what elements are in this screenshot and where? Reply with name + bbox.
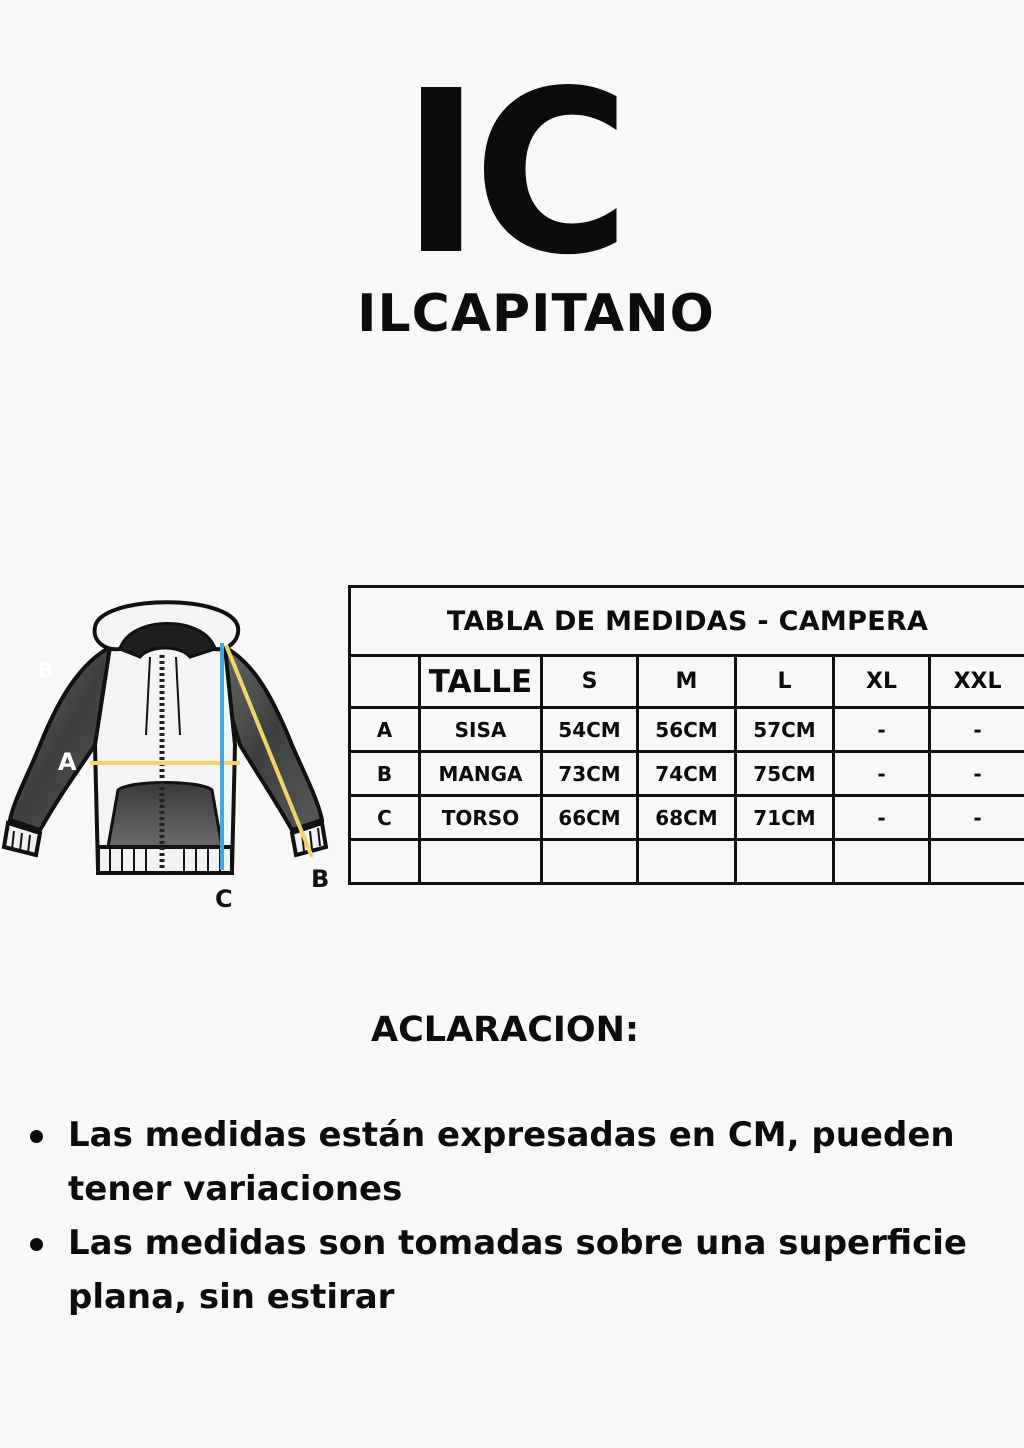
sleeve-measure-line: [226, 645, 312, 857]
logo-mark: IC: [401, 43, 623, 305]
label-b-bottom: B: [311, 865, 330, 893]
table-cell: 68CM: [638, 796, 736, 840]
table-cell: 57CM: [736, 708, 834, 752]
note-text: Las medidas están expresadas en CM, pueden tener variaciones: [68, 1115, 955, 1209]
empty-cell: [930, 840, 1024, 884]
empty-cell: [542, 840, 638, 884]
size-header: TALLE: [420, 656, 542, 708]
jacket-diagram: [0, 585, 335, 920]
table-cell: 74CM: [638, 752, 736, 796]
brand-name: ILCAPITANO: [357, 284, 715, 344]
size-l-header: L: [736, 656, 834, 708]
label-c: C: [215, 885, 233, 913]
table-row: [350, 796, 1024, 840]
table-cell: -: [930, 752, 1024, 796]
table-cell: -: [930, 708, 1024, 752]
empty-cell: [638, 840, 736, 884]
row-name: TORSO: [420, 796, 542, 840]
table-cell: -: [834, 796, 930, 840]
size-xl-header: XL: [834, 656, 930, 708]
bullet-icon: [30, 1238, 43, 1251]
table-title: TABLA DE MEDIDAS - CAMPERA: [350, 587, 1024, 656]
size-m-header: M: [638, 656, 736, 708]
table-title-row: [350, 587, 1024, 656]
note-text: Las medidas son tomadas sobre una superficie plana, sin estirar: [68, 1223, 967, 1317]
row-name: MANGA: [420, 752, 542, 796]
row-name: SISA: [420, 708, 542, 752]
table-cell: -: [834, 708, 930, 752]
note-item: [26, 1216, 1006, 1324]
empty-cell: [420, 840, 542, 884]
table-cell: 56CM: [638, 708, 736, 752]
size-s-header: S: [542, 656, 638, 708]
table-cell: 75CM: [736, 752, 834, 796]
size-xxl-header: XXL: [930, 656, 1024, 708]
empty-cell: [736, 840, 834, 884]
table-cell: -: [930, 796, 1024, 840]
notes-title: ACLARACION:: [371, 1010, 639, 1050]
row-letter: C: [350, 796, 420, 840]
table-cell: 66CM: [542, 796, 638, 840]
bullet-icon: [30, 1130, 43, 1143]
empty-cell: [350, 840, 420, 884]
table-header-row: [350, 656, 1024, 708]
table-cell: -: [834, 752, 930, 796]
table-cell: 73CM: [542, 752, 638, 796]
row-letter: A: [350, 708, 420, 752]
hem: [98, 847, 232, 873]
empty-cell: [834, 840, 930, 884]
row-letter: B: [350, 752, 420, 796]
notes-list: [26, 1108, 1006, 1324]
pocket: [108, 783, 222, 848]
note-item: [26, 1108, 1006, 1216]
empty-table-row: [350, 840, 1024, 884]
table-row: [350, 752, 1024, 796]
label-b-top: B: [38, 658, 54, 682]
size-table: [348, 585, 1024, 885]
table-cell: 54CM: [542, 708, 638, 752]
table-row: [350, 708, 1024, 752]
label-a: A: [58, 748, 77, 776]
table-cell: 71CM: [736, 796, 834, 840]
corner-cell: [350, 656, 420, 708]
